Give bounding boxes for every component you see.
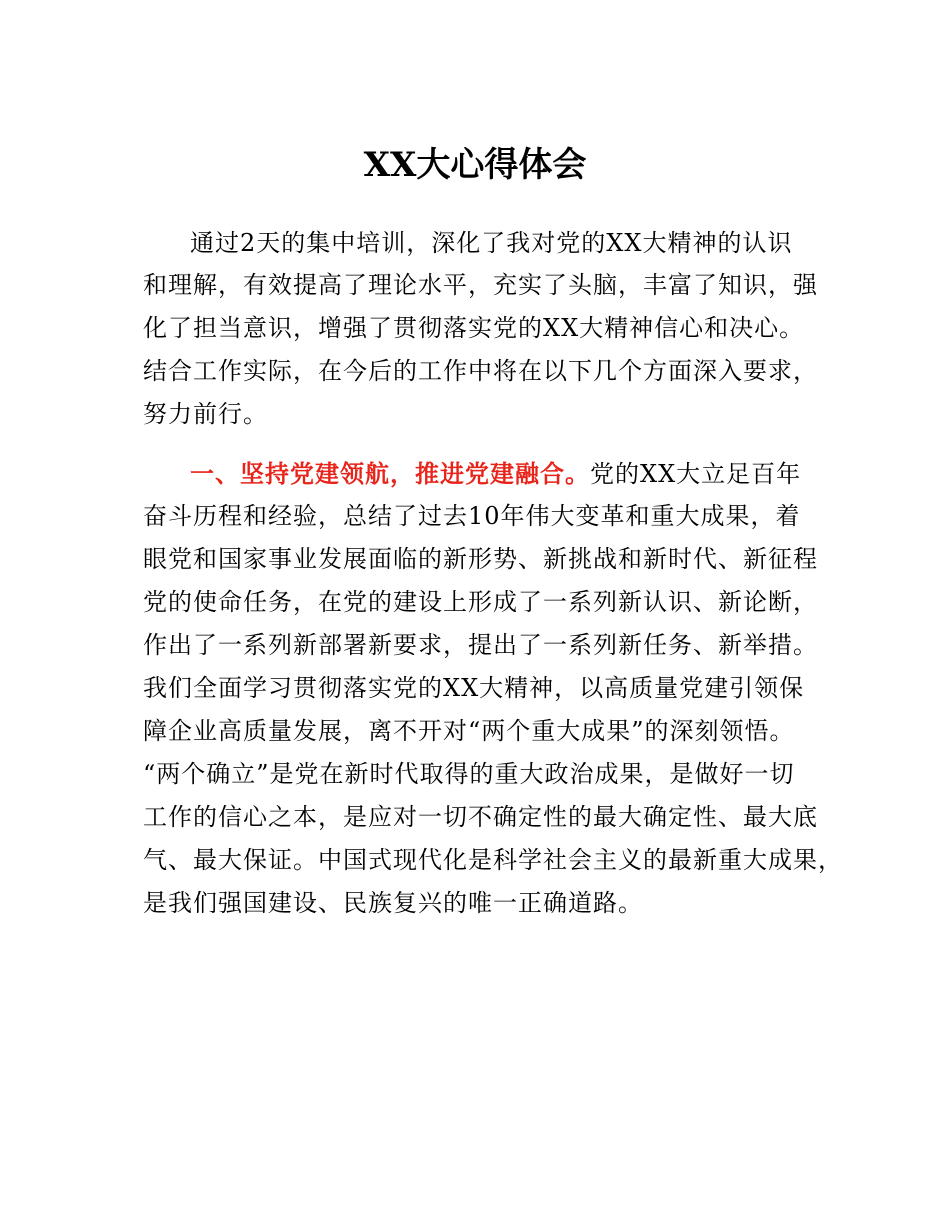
section-heading: 一、坚持党建领航，推进党建融合。 [190, 460, 590, 488]
paragraph-2-line-1 [190, 456, 801, 492]
paragraph-2-line-8: “两个确立”是党在新时代取得的重大政治成果，是做好一切 [143, 760, 795, 788]
paragraph-2-line-6: 我们全面学习贯彻落实党的XX大精神，以高质量党建引领保 [143, 674, 805, 702]
paragraph-1-line-4: 结合工作实际，在今后的工作中将在以下几个方面深入要求， [143, 357, 818, 385]
paragraph-2-line-11: 是我们强国建设、民族复兴的唯一正确道路。 [143, 889, 643, 917]
paragraph-2-line-3: 眼党和国家事业发展面临的新形势、新挑战和新时代、新征程 [143, 545, 818, 573]
paragraph-2-line-4: 党的使命任务，在党的建设上形成了一系列新认识、新论断， [143, 588, 818, 616]
paragraph-2-line-7: 障企业高质量发展，离不开对“两个重大成果”的深刻领悟。 [143, 717, 795, 745]
paragraph-2-line-10: 气、最大保证。中国式现代化是科学社会主义的最新重大成果， [143, 846, 843, 874]
paragraph-1-line-1: 通过2天的集中培训，深化了我对党的XX大精神的认识 [190, 229, 793, 257]
paragraph-2-line-9: 工作的信心之本，是应对一切不确定性的最大确定性、最大底 [143, 803, 818, 831]
document-title: XX大心得体会 [363, 145, 587, 185]
paragraph-1-line-2: 和理解，有效提高了理论水平，充实了头脑，丰富了知识，强 [143, 271, 818, 299]
paragraph-2-line-2: 奋斗历程和经验，总结了过去10年伟大变革和重大成果，着 [143, 502, 801, 530]
paragraph-1-line-3: 化了担当意识，增强了贯彻落实党的XX大精神信心和决心。 [143, 314, 805, 342]
paragraph-2-line-1-text: 党的XX大立足百年 [590, 460, 802, 488]
paragraph-2-line-5: 作出了一系列新部署新要求，提出了一系列新任务、新举措。 [143, 631, 818, 659]
paragraph-1-line-5: 努力前行。 [143, 400, 268, 428]
